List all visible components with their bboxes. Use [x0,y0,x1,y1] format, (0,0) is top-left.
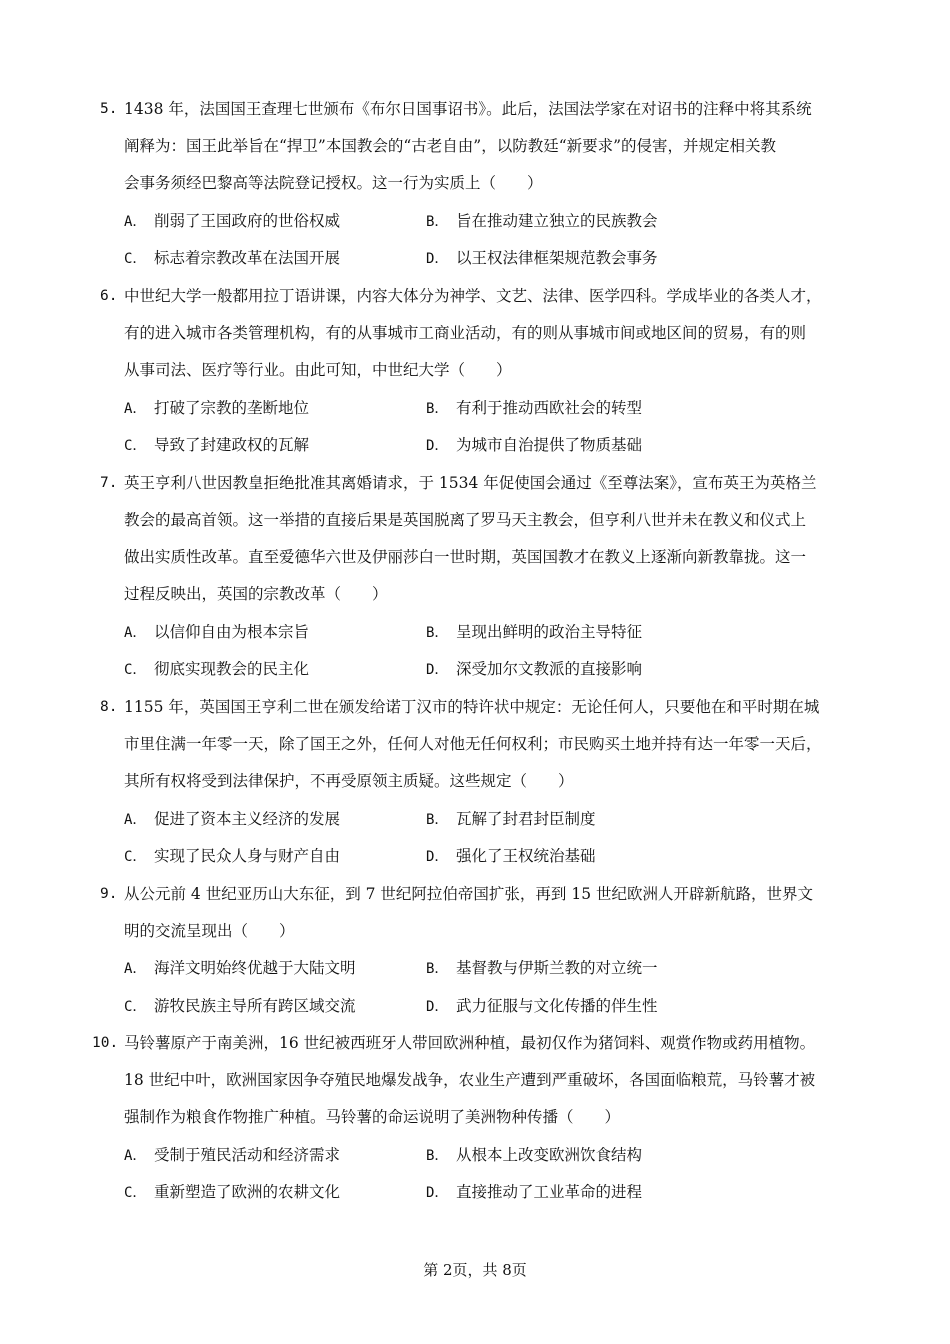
question-text-line: 马铃薯原产于南美洲，16 世纪被西班牙人带回欧洲种植，最初仅作为猪饲料、观赏作物或药用植物。 [124,1034,816,1052]
option-text: 有利于推动西欧社会的转型 [456,399,643,417]
option-text: 导致了封建政权的瓦解 [154,436,310,454]
option-letter: A． [124,401,147,417]
option-c [124,659,309,679]
option-letter: B． [426,401,449,417]
option-text: 强化了王权统治基础 [456,847,596,865]
option-letter: B． [426,1148,449,1164]
option-text: 基督教与伊斯兰教的对立统一 [456,959,658,977]
option-a [124,622,309,642]
option-text: 以信仰自由为根本宗旨 [154,623,310,641]
option-a [124,211,340,231]
question-text-line: 做出实质性改革。直至爱德华六世及伊丽莎白一世时期，英国国教才在教义上逐渐向新教靠拢。这一 [124,548,807,566]
question-text-line: 18 世纪中叶，欧洲国家因争夺殖民地爆发战争，农业生产遭到严重破坏，各国面临粮荒，马铃薯才被 [124,1071,816,1089]
question-text-line: 市里住满一年零一天，除了国王之外，任何人对他无任何权利；市民购买土地并持有达一年零一天后， [124,735,822,753]
question-number: 6. [100,288,118,304]
question-text-line: 中世纪大学一般都用拉丁语讲课，内容大体分为神学、文艺、法律、医学四科。学成毕业的各类人才， [124,287,822,305]
option-text: 为城市自治提供了物质基础 [456,436,643,454]
option-text: 旨在推动建立独立的民族教会 [456,212,658,230]
option-letter: C． [124,662,147,678]
question-number: 8. [100,699,118,715]
option-letter: D． [426,251,449,267]
question-text-line: 过程反映出，英国的宗教改革（ ） [124,585,388,603]
option-text: 武力征服与文化传播的伴生性 [456,997,658,1015]
option-text: 重新塑造了欧洲的农耕文化 [154,1183,341,1201]
option-text: 瓦解了封君封臣制度 [456,810,596,828]
option-letter: A． [124,812,147,828]
option-b [426,398,642,418]
option-d [426,435,642,455]
option-letter: A． [124,625,147,641]
option-b [426,1145,642,1165]
option-text: 打破了宗教的垄断地位 [154,399,310,417]
option-letter: A． [124,214,147,230]
option-letter: B． [426,625,449,641]
option-text: 深受加尔文教派的直接影响 [456,660,643,678]
option-letter: A． [124,1148,147,1164]
option-text: 实现了民众人身与财产自由 [154,847,341,865]
option-text: 削弱了王国政府的世俗权威 [154,212,341,230]
question-text-line: 明的交流呈现出（ ） [124,922,295,940]
question-number: 7. [100,475,118,491]
question-text-line: 教会的最高首领。这一举措的直接后果是英国脱离了罗马天主教会，但亨利八世并未在教义和仪式上 [124,511,807,529]
question-number: 5. [100,101,118,117]
option-text: 从根本上改变欧洲饮食结构 [456,1146,643,1164]
option-b [426,958,658,978]
option-letter: D． [426,1185,449,1201]
option-d [426,1182,642,1202]
question-text-line: 其所有权将受到法律保护，不再受原领主质疑。这些规定（ ） [124,772,574,790]
option-text: 呈现出鲜明的政治主导特征 [456,623,643,641]
option-letter: C． [124,999,147,1015]
option-text: 海洋文明始终优越于大陆文明 [154,959,356,977]
option-d [426,659,642,679]
option-a [124,958,356,978]
option-letter: C． [124,438,147,454]
option-b [426,809,596,829]
option-b [426,211,658,231]
option-c [124,846,340,866]
question-number: 9. [100,886,118,902]
option-letter: D． [426,662,449,678]
option-letter: B． [426,961,449,977]
option-letter: C． [124,251,147,267]
option-text: 促进了资本主义经济的发展 [154,810,341,828]
option-d [426,248,658,268]
option-c [124,996,356,1016]
question-text-line: 英王亨利八世因教皇拒绝批准其离婚请求，于 1534 年促使国会通过《至尊法案》，宣布英王为英格兰 [124,474,817,492]
option-d [426,846,596,866]
option-text: 游牧民族主导所有跨区域交流 [154,997,356,1015]
option-letter: D． [426,438,449,454]
option-text: 受制于殖民活动和经济需求 [154,1146,341,1164]
question-text-line: 1438 年，法国国王查理七世颁布《布尔日国事诏书》。此后，法国法学家在对诏书的注释中将其系统 [124,100,812,118]
question-text-line: 强制作为粮食作物推广种植。马铃薯的命运说明了美洲物种传播（ ） [124,1108,621,1126]
question-text-line: 有的进入城市各类管理机构，有的从事城市工商业活动，有的则从事城市间或地区间的贸易，有的则 [124,324,807,342]
option-letter: B． [426,812,449,828]
question-text-line: 从公元前 4 世纪亚历山大东征，到 7 世纪阿拉伯帝国扩张，再到 15 世纪欧洲人开辟新航路，世界文 [124,885,814,903]
option-letter: A． [124,961,147,977]
option-b [426,622,642,642]
option-text: 标志着宗教改革在法国开展 [154,249,341,267]
option-text: 彻底实现教会的民主化 [154,660,310,678]
question-text-line: 阐释为：国王此举旨在“捍卫”本国教会的“古老自由”，以防教廷“新要求”的侵害，并规定相关教 [124,137,777,155]
question-text-line: 从事司法、医疗等行业。由此可知，中世纪大学（ ） [124,361,512,379]
option-text: 直接推动了工业革命的进程 [456,1183,643,1201]
question-text-line: 会事务须经巴黎高等法院登记授权。这一行为实质上（ ） [124,174,543,192]
option-letter: C． [124,1185,147,1201]
option-text: 以王权法律框架规范教会事务 [456,249,658,267]
page-footer: 第 2页，共 8页 [423,1261,527,1279]
option-letter: B． [426,214,449,230]
question-number: 10. [92,1035,119,1051]
option-letter: D． [426,849,449,865]
option-letter: D． [426,999,449,1015]
question-text-line: 1155 年，英国国王亨利二世在颁发给诺丁汉市的特许状中规定：无论任何人，只要他在和平时期在城 [124,698,820,716]
option-a [124,398,309,418]
option-d [426,996,658,1016]
option-c [124,435,309,455]
option-c [124,248,340,268]
option-letter: C． [124,849,147,865]
option-c [124,1182,340,1202]
option-a [124,1145,340,1165]
option-a [124,809,340,829]
